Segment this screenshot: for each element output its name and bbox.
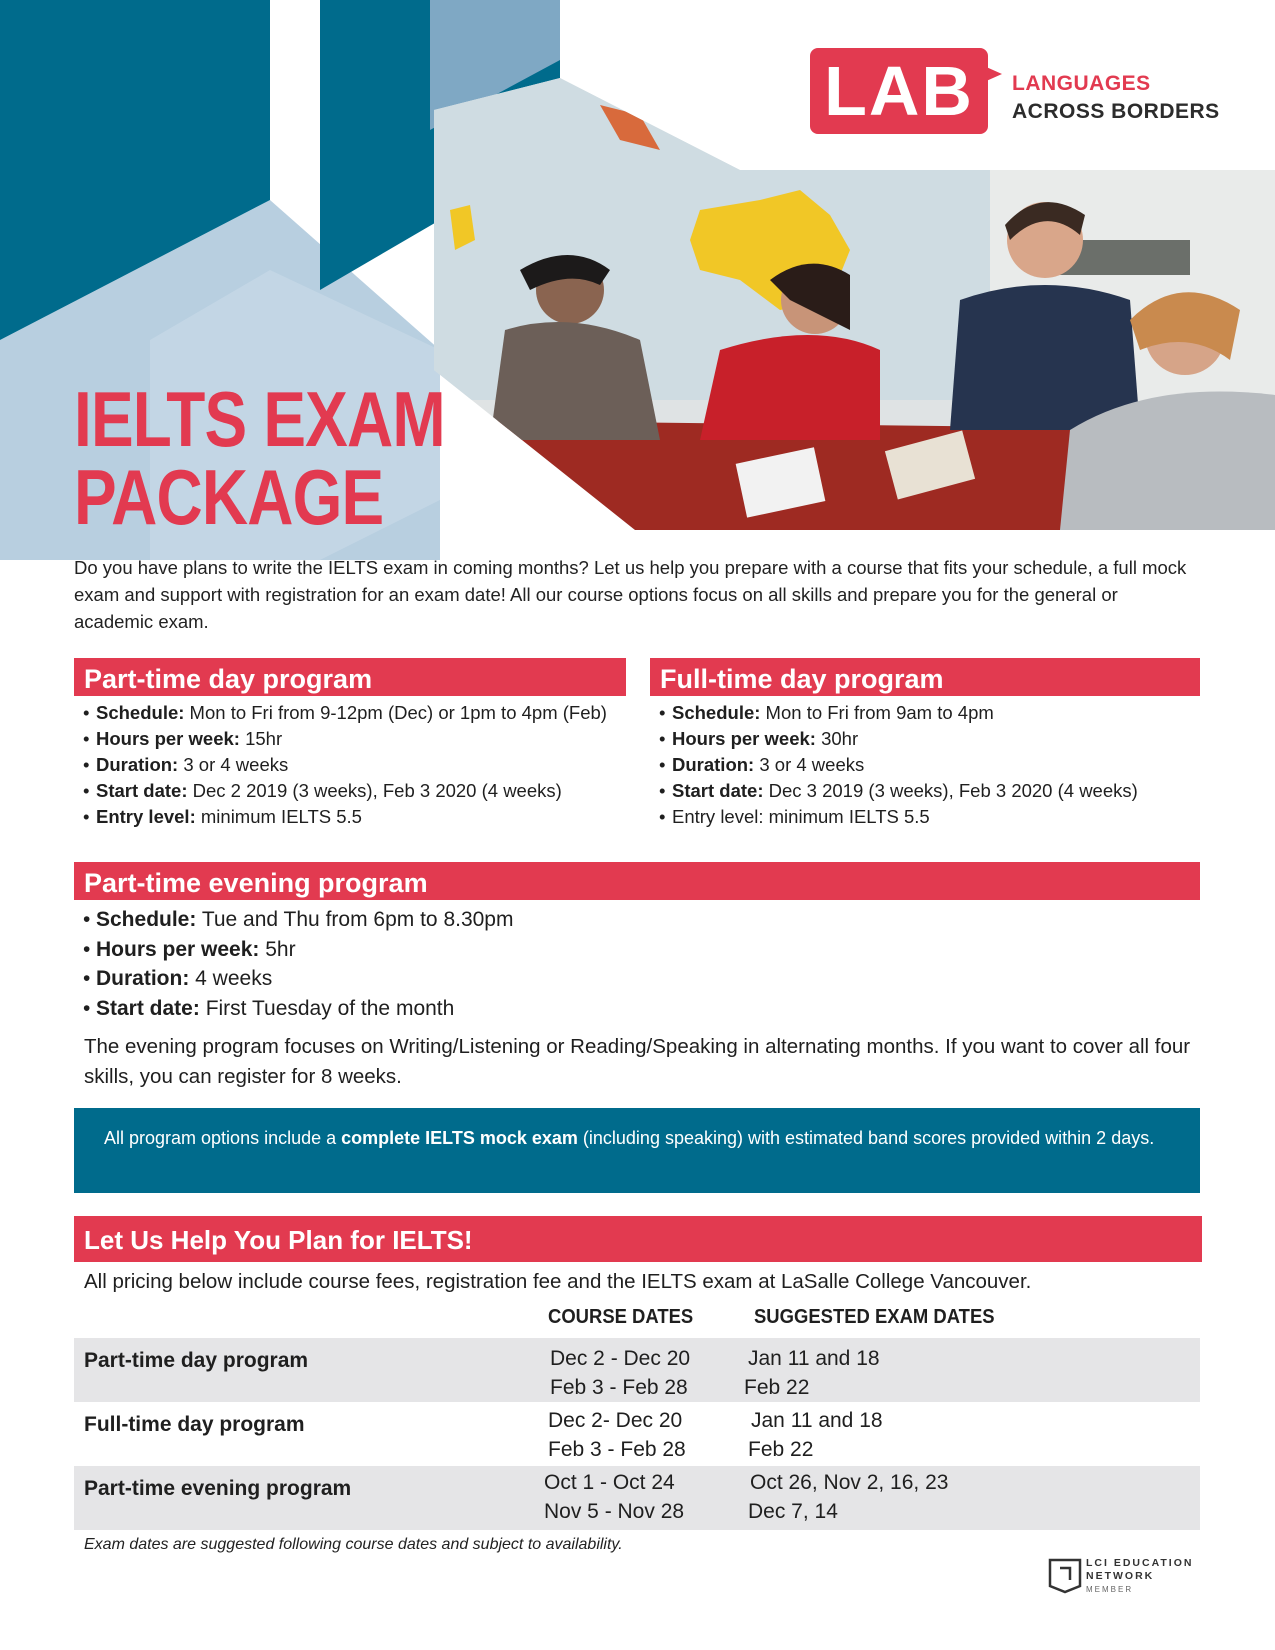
part-time-evening-heading: Part-time evening program xyxy=(74,862,1200,900)
course-dates: Oct 1 - Oct 24 Nov 5 - Nov 28 xyxy=(544,1471,685,1523)
program-name: Part-time evening program xyxy=(84,1477,352,1500)
list-item: • Start date: First Tuesday of the month xyxy=(74,994,1200,1024)
part-time-evening-list xyxy=(74,905,1200,1023)
part-time-day-heading: Part-time day program xyxy=(74,658,626,696)
exam-dates: Jan 11 and 18 Feb 22 xyxy=(744,1347,880,1399)
footnote: Exam dates are suggested following course dates and subject to availability. xyxy=(84,1536,623,1553)
exam-dates: Jan 11 and 18 Feb 22 xyxy=(748,1409,883,1461)
list-item: • Start date: Dec 3 2019 (3 weeks), Feb 3 2020 (4 weeks) xyxy=(650,778,1200,804)
pricing-note: All pricing below include course fees, registration fee and the IELTS exam at LaSalle College Vancouver. xyxy=(84,1270,1032,1293)
list-item: • Start date: Dec 2 2019 (3 weeks), Feb 3 2020 (4 weeks) xyxy=(74,778,626,804)
logo-wordmark: LAB xyxy=(824,52,974,130)
mock-exam-highlight: complete IELTS mock exam xyxy=(341,1128,578,1148)
page-title xyxy=(74,375,445,541)
logo-tagline-line1: LANGUAGES xyxy=(1012,72,1151,95)
lab-logo xyxy=(810,48,988,134)
program-name: Full-time day program xyxy=(84,1413,305,1436)
intro-paragraph: Do you have plans to write the IELTS exam in coming months? Let us help you prepare with a course that fits your schedule, a full mock exam and support with registration for an exam date! All our course options focus on all skills and prepare you for the general or academic exam. xyxy=(74,557,1187,632)
title-line1: IELTS EXAM xyxy=(74,375,445,463)
list-item: • Schedule: Mon to Fri from 9-12pm (Dec) or 1pm to 4pm (Feb) xyxy=(74,700,626,726)
list-item: • Duration: 3 or 4 weeks xyxy=(650,752,1200,778)
part-time-day-section xyxy=(74,658,626,830)
list-item: • Hours per week: 5hr xyxy=(74,935,1200,965)
full-time-day-list xyxy=(650,700,1200,830)
course-dates: Dec 2 - Dec 20 Feb 3 - Feb 28 xyxy=(550,1347,691,1399)
part-time-day-list xyxy=(74,700,626,830)
logo-tagline-line2: ACROSS BORDERS xyxy=(1012,100,1220,123)
plan-heading: Let Us Help You Plan for IELTS! xyxy=(74,1216,1202,1262)
course-dates: Dec 2- Dec 20 Feb 3 - Feb 28 xyxy=(548,1409,686,1461)
list-item: • Schedule: Mon to Fri from 9am to 4pm xyxy=(650,700,1200,726)
program-name: Part-time day program xyxy=(84,1349,309,1372)
list-item: • Hours per week: 30hr xyxy=(650,726,1200,752)
full-time-day-section xyxy=(650,658,1200,830)
list-item: • Duration: 4 weeks xyxy=(74,964,1200,994)
list-item: • Entry level: minimum IELTS 5.5 xyxy=(650,804,1200,830)
list-item: • Duration: 3 or 4 weeks xyxy=(74,752,626,778)
column-header-exam-dates: SUGGESTED EXAM DATES xyxy=(754,1305,995,1328)
table-row xyxy=(74,1402,1200,1466)
column-header-course-dates: COURSE DATES xyxy=(548,1305,694,1328)
list-item: • Entry level: minimum IELTS 5.5 xyxy=(74,804,626,830)
lci-network-icon xyxy=(1048,1558,1082,1594)
logo-tagline xyxy=(1012,70,1220,126)
list-item: • Hours per week: 15hr xyxy=(74,726,626,752)
table-row xyxy=(74,1466,1200,1530)
title-line2: PACKAGE xyxy=(74,453,384,541)
lci-network-text: LCI EDUCATION NETWORK MEMBER xyxy=(1086,1557,1194,1594)
table-row xyxy=(74,1338,1200,1402)
part-time-evening-section xyxy=(74,862,1200,1023)
evening-program-note: The evening program focuses on Writing/Listening or Reading/Speaking in alternating months. If you want to cover all four skills, you can register for 8 weeks. xyxy=(84,1035,1191,1088)
mock-exam-banner: All program options include a complete IELTS mock exam (including speaking) with estimated band scores provided within 2 days. xyxy=(74,1108,1200,1193)
full-time-day-heading: Full-time day program xyxy=(650,658,1200,696)
exam-dates: Oct 26, Nov 2, 16, 23 Dec 7, 14 xyxy=(748,1471,949,1523)
list-item: • Schedule: Tue and Thu from 6pm to 8.30pm xyxy=(74,905,1200,935)
